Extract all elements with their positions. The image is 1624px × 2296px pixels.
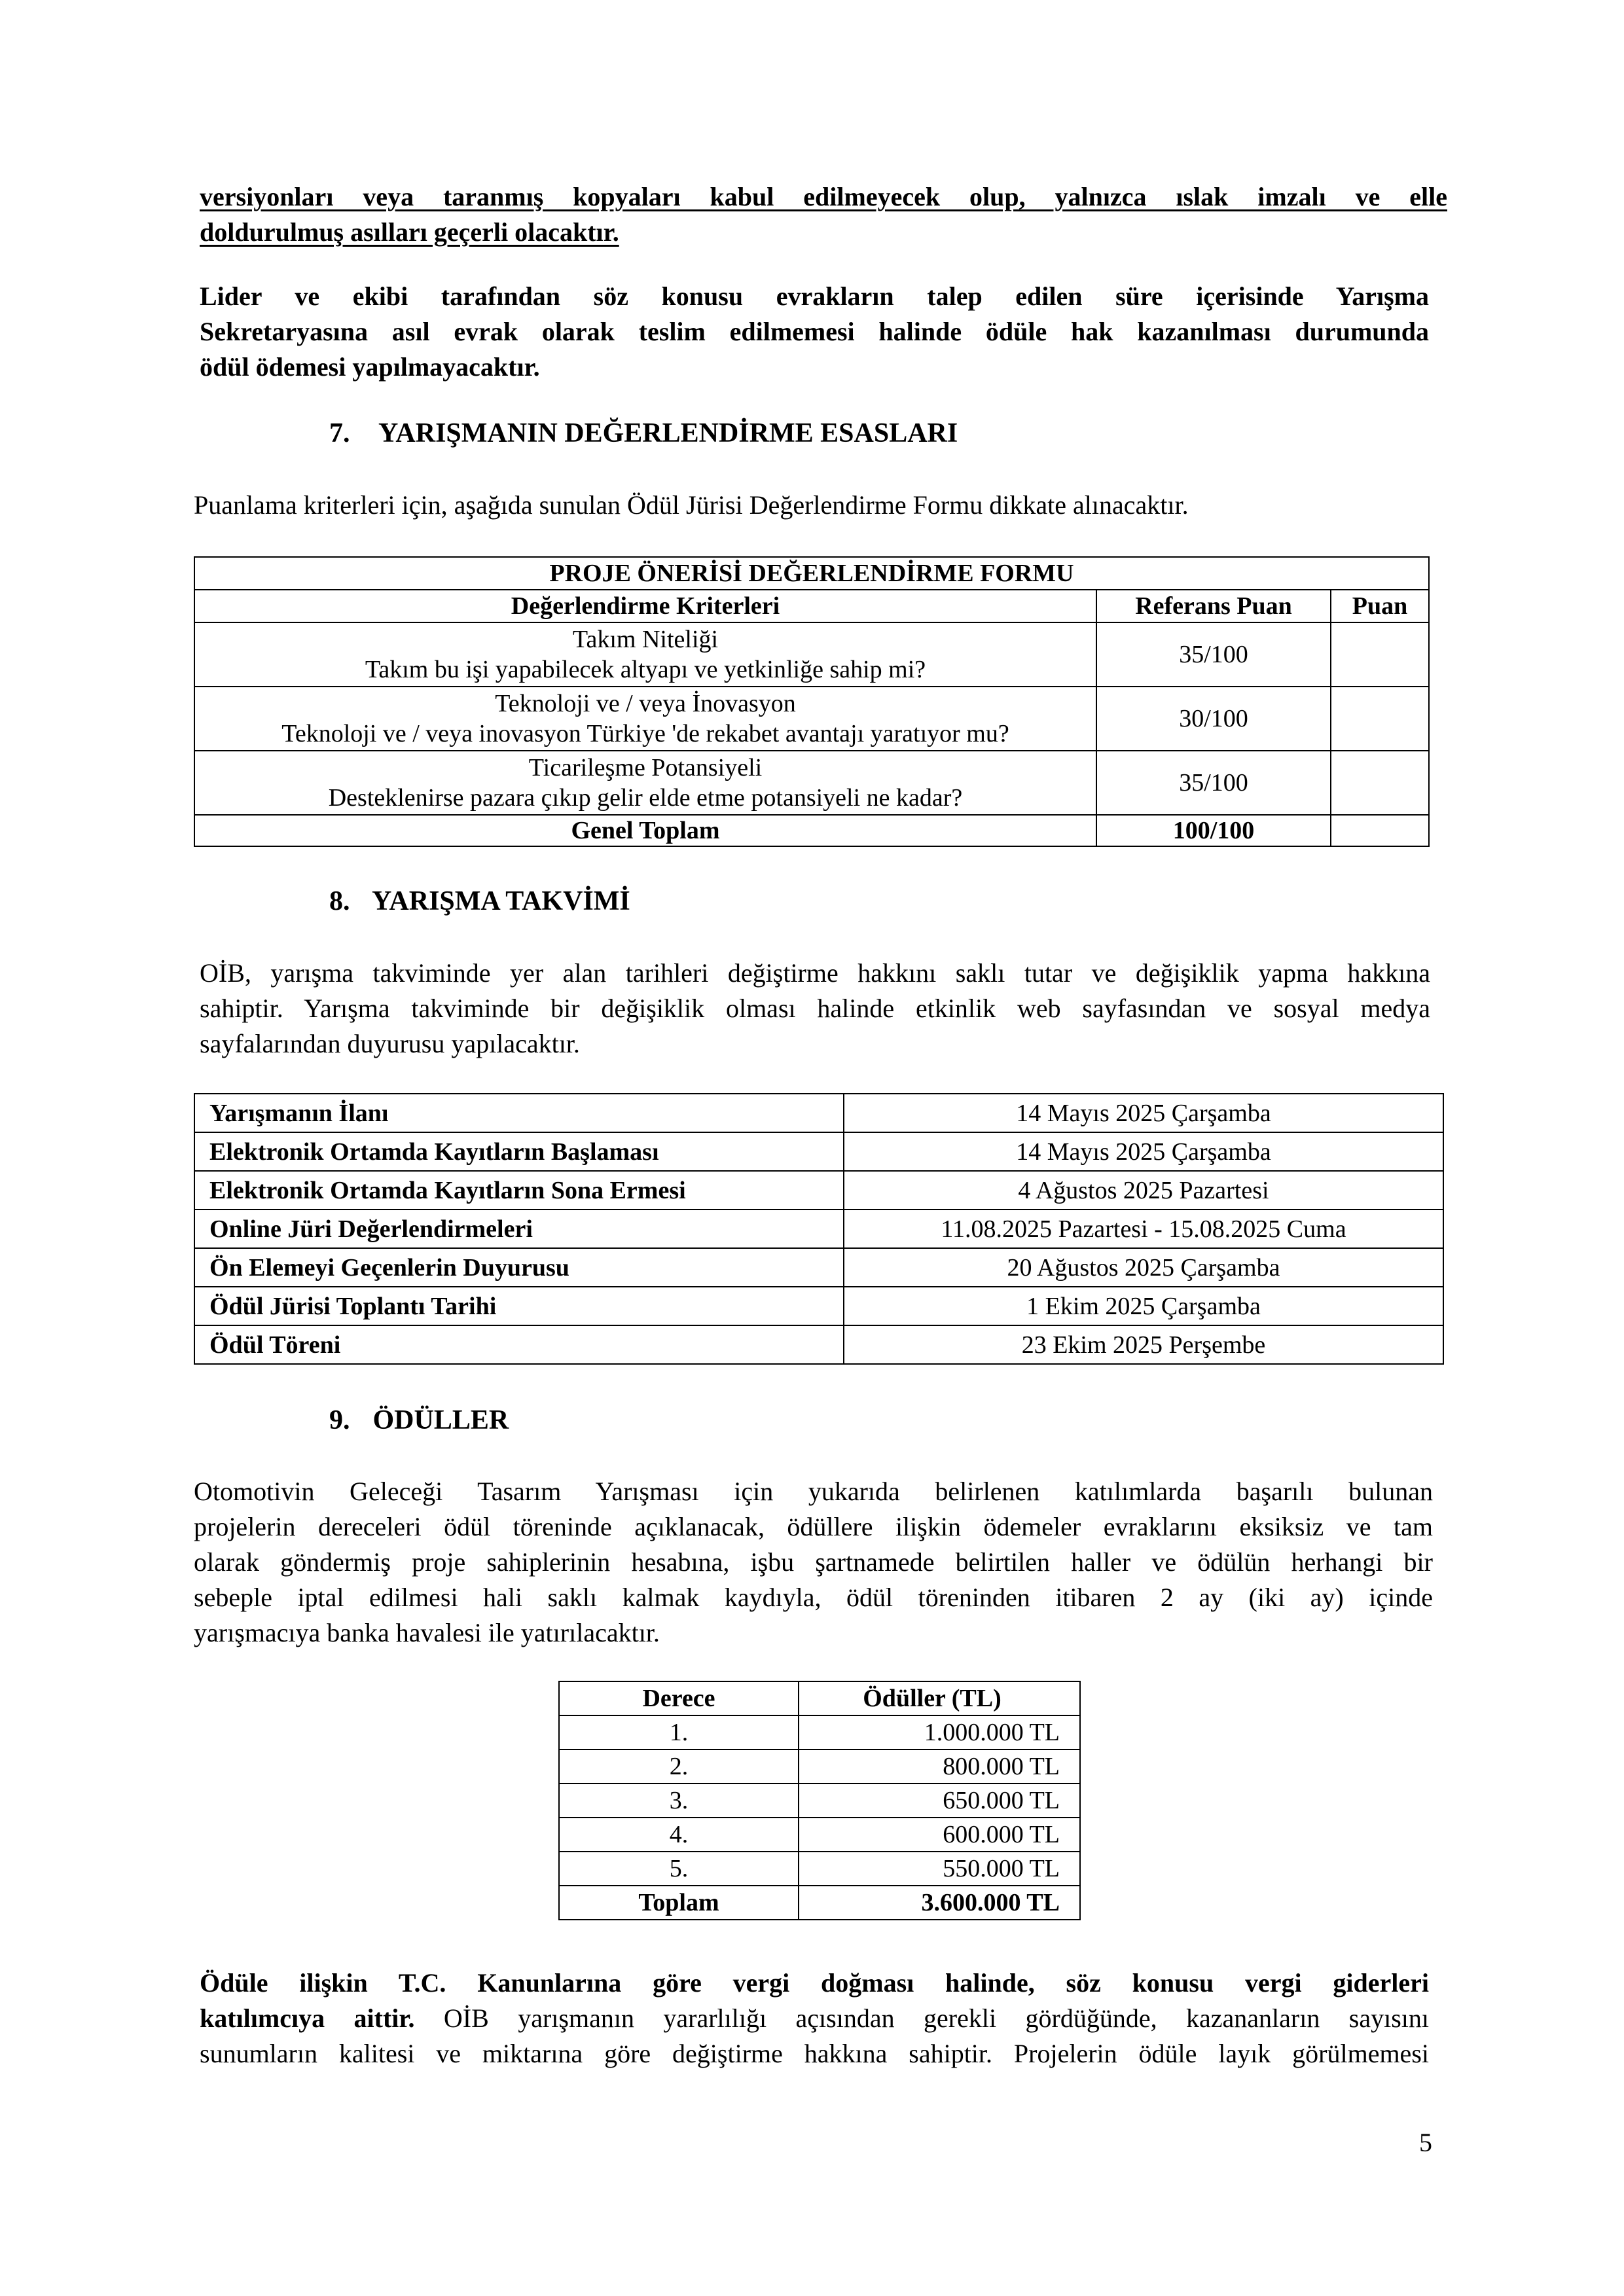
- score-cell: [1331, 751, 1429, 815]
- prize-rank: 3.: [559, 1784, 799, 1818]
- evaluation-row: [194, 751, 1429, 815]
- prize-rank: 2.: [559, 1749, 799, 1784]
- reference-score-cell: 35/100: [1096, 622, 1331, 687]
- prize-total-label: Toplam: [559, 1886, 799, 1920]
- closing-line-2-bold: katılımcıya aittir.: [200, 2003, 415, 2033]
- schedule-date: 1 Ekim 2025 Çarşamba: [844, 1287, 1443, 1325]
- section-8-line-2: sahiptir. Yarışma takviminde bir değişiklik olması halinde etkinlik web sayfasından ve sosyal medya: [200, 994, 1430, 1023]
- evaluation-form-header-row: [194, 590, 1429, 622]
- evaluation-row: [194, 687, 1429, 751]
- schedule-event: Ön Elemeyi Geçenlerin Duyurusu: [194, 1248, 844, 1287]
- schedule-event: Yarışmanın İlanı: [194, 1094, 844, 1132]
- reference-score-cell: 30/100: [1096, 687, 1331, 751]
- section-8-title: YARIŞMA TAKVİMİ: [371, 886, 630, 916]
- score-cell: [1331, 622, 1429, 687]
- section-9-number: 9.: [329, 1405, 350, 1435]
- schedule-date: 14 Mayıs 2025 Çarşamba: [844, 1132, 1443, 1171]
- prize-rank: 5.: [559, 1852, 799, 1886]
- header-score: Puan: [1331, 590, 1429, 622]
- prize-rank: 4.: [559, 1818, 799, 1852]
- schedule-date: 4 Ağustos 2025 Pazartesi: [844, 1171, 1443, 1210]
- schedule-row: [194, 1287, 1443, 1325]
- total-value: 100/100: [1096, 815, 1331, 846]
- prize-total-value: 3.600.000 TL: [799, 1886, 1080, 1920]
- header-prizes: Ödüller (TL): [799, 1681, 1080, 1715]
- section-9-line-2: projelerin dereceleri ödül töreninde açıklanacak, ödüllere ilişkin ödemeler evraklarını eksiksiz ve tam: [194, 1512, 1433, 1541]
- schedule-row: [194, 1248, 1443, 1287]
- closing-line-2: [200, 2001, 1429, 2036]
- section-9-heading: [329, 1405, 509, 1436]
- schedule-event: Online Jüri Değerlendirmeleri: [194, 1210, 844, 1248]
- prize-row: [559, 1749, 1080, 1784]
- prize-amount: 650.000 TL: [799, 1784, 1080, 1818]
- header-reference-score: Referans Puan: [1096, 590, 1331, 622]
- schedule-row: [194, 1325, 1443, 1364]
- score-cell: [1331, 687, 1429, 751]
- section-8-line-3: sayfalarından duyurusu yapılacaktır.: [200, 1029, 580, 1058]
- section-9-title: ÖDÜLLER: [372, 1405, 509, 1435]
- evaluation-row: [194, 622, 1429, 687]
- section-8-heading: [329, 886, 630, 917]
- warning-line-3: ödül ödemesi yapılmayacaktır.: [200, 352, 540, 382]
- schedule-date: 23 Ekim 2025 Perşembe: [844, 1325, 1443, 1364]
- prize-table: [558, 1681, 1081, 1920]
- schedule-row: [194, 1171, 1443, 1210]
- total-score-cell: [1331, 815, 1429, 846]
- prize-amount: 1.000.000 TL: [799, 1715, 1080, 1749]
- schedule-table: [194, 1093, 1444, 1365]
- header-criteria: Değerlendirme Kriterleri: [194, 590, 1096, 622]
- section-8-number: 8.: [329, 886, 350, 916]
- warning-line-2: Sekretaryasına asıl evrak olarak teslim edilmemesi halinde ödüle hak kazanılması durumunda: [200, 317, 1429, 346]
- evaluation-form-table: [194, 556, 1430, 847]
- criterion-question: Teknoloji ve / veya inovasyon Türkiye 'de rekabet avantajı yaratıyor mu?: [281, 720, 1009, 747]
- section-7-heading: [329, 418, 958, 449]
- section-8-line-1: OİB, yarışma takviminde yer alan tarihleri değiştirme hakkını saklı tutar ve değişiklik yapma hakkına: [200, 958, 1430, 988]
- criterion-title: Teknoloji ve / veya İnovasyon: [495, 690, 796, 717]
- prize-row: [559, 1852, 1080, 1886]
- closing-line-2-rest: OİB yarışmanın yararlılığı açısından gerekli gördüğünde, kazananların sayısını: [414, 2003, 1430, 2033]
- prize-amount: 550.000 TL: [799, 1852, 1080, 1886]
- schedule-event: Elektronik Ortamda Kayıtların Başlaması: [194, 1132, 844, 1171]
- prize-amount: 600.000 TL: [799, 1818, 1080, 1852]
- criterion-title: Ticarileşme Potansiyeli: [528, 754, 763, 781]
- criterion-cell: [194, 622, 1096, 687]
- prize-total-row: [559, 1886, 1080, 1920]
- prize-row: [559, 1818, 1080, 1852]
- closing-line-3: sunumların kalitesi ve miktarına göre değiştirme hakkına sahiptir. Projelerin ödüle layık görülmemesi: [200, 2039, 1429, 2068]
- evaluation-form-title: PROJE ÖNERİSİ DEĞERLENDİRME FORMU: [194, 557, 1429, 590]
- page-number: 5: [1419, 2128, 1432, 2157]
- prize-rank: 1.: [559, 1715, 799, 1749]
- total-label: Genel Toplam: [194, 815, 1096, 846]
- criterion-question: Desteklenirse pazara çıkıp gelir elde etme potansiyeli ne kadar?: [328, 784, 963, 812]
- section-7-title: YARIŞMANIN DEĞERLENDİRME ESASLARI: [378, 418, 958, 448]
- schedule-event: Elektronik Ortamda Kayıtların Sona Ermesi: [194, 1171, 844, 1210]
- criterion-question: Takım bu işi yapabilecek altyapı ve yetkinliğe sahip mi?: [365, 656, 926, 683]
- schedule-event: Ödül Jürisi Toplantı Tarihi: [194, 1287, 844, 1325]
- prize-amount: 800.000 TL: [799, 1749, 1080, 1784]
- evaluation-total-row: [194, 815, 1429, 846]
- prize-row: [559, 1715, 1080, 1749]
- schedule-event: Ödül Töreni: [194, 1325, 844, 1364]
- schedule-date: 20 Ağustos 2025 Çarşamba: [844, 1248, 1443, 1287]
- prize-row: [559, 1784, 1080, 1818]
- schedule-row: [194, 1132, 1443, 1171]
- warning-line-1: Lider ve ekibi tarafından söz konusu evrakların talep edilen süre içerisinde Yarışma: [200, 281, 1429, 311]
- schedule-date: 14 Mayıs 2025 Çarşamba: [844, 1094, 1443, 1132]
- section-9-line-3: olarak göndermiş proje sahiplerinin hesabına, işbu şartnamede belirtilen haller ve ödülün herhangi bir: [194, 1547, 1433, 1577]
- schedule-row: [194, 1094, 1443, 1132]
- schedule-row: [194, 1210, 1443, 1248]
- closing-line-1: Ödüle ilişkin T.C. Kanunlarına göre vergi doğması halinde, söz konusu vergi giderleri: [200, 1968, 1429, 1998]
- criterion-cell: [194, 751, 1096, 815]
- section-7-number: 7.: [329, 418, 350, 448]
- intro-line-2: doldurulmuş asılları geçerli olacaktır.: [200, 217, 619, 247]
- prize-header-row: [559, 1681, 1080, 1715]
- reference-score-cell: 35/100: [1096, 751, 1331, 815]
- schedule-date: 11.08.2025 Pazartesi - 15.08.2025 Cuma: [844, 1210, 1443, 1248]
- section-9-line-5: yarışmacıya banka havalesi ile yatırılacaktır.: [194, 1618, 660, 1647]
- section-7-text: Puanlama kriterleri için, aşağıda sunulan Ödül Jürisi Değerlendirme Formu dikkate alınacaktır.: [194, 490, 1189, 520]
- intro-line-1: versiyonları veya taranmış kopyaları kabul edilmeyecek olup, yalnızca ıslak imzalı ve elle: [200, 182, 1447, 211]
- section-9-line-4: sebeple iptal edilmesi hali saklı kalmak kaydıyla, ödül töreninden itibaren 2 ay (iki ay) içinde: [194, 1583, 1433, 1612]
- criterion-cell: [194, 687, 1096, 751]
- section-9-line-1: Otomotivin Geleceği Tasarım Yarışması için yukarıda belirlenen katılımlarda başarılı bulunan: [194, 1477, 1433, 1506]
- header-rank: Derece: [559, 1681, 799, 1715]
- criterion-title: Takım Niteliği: [572, 626, 719, 653]
